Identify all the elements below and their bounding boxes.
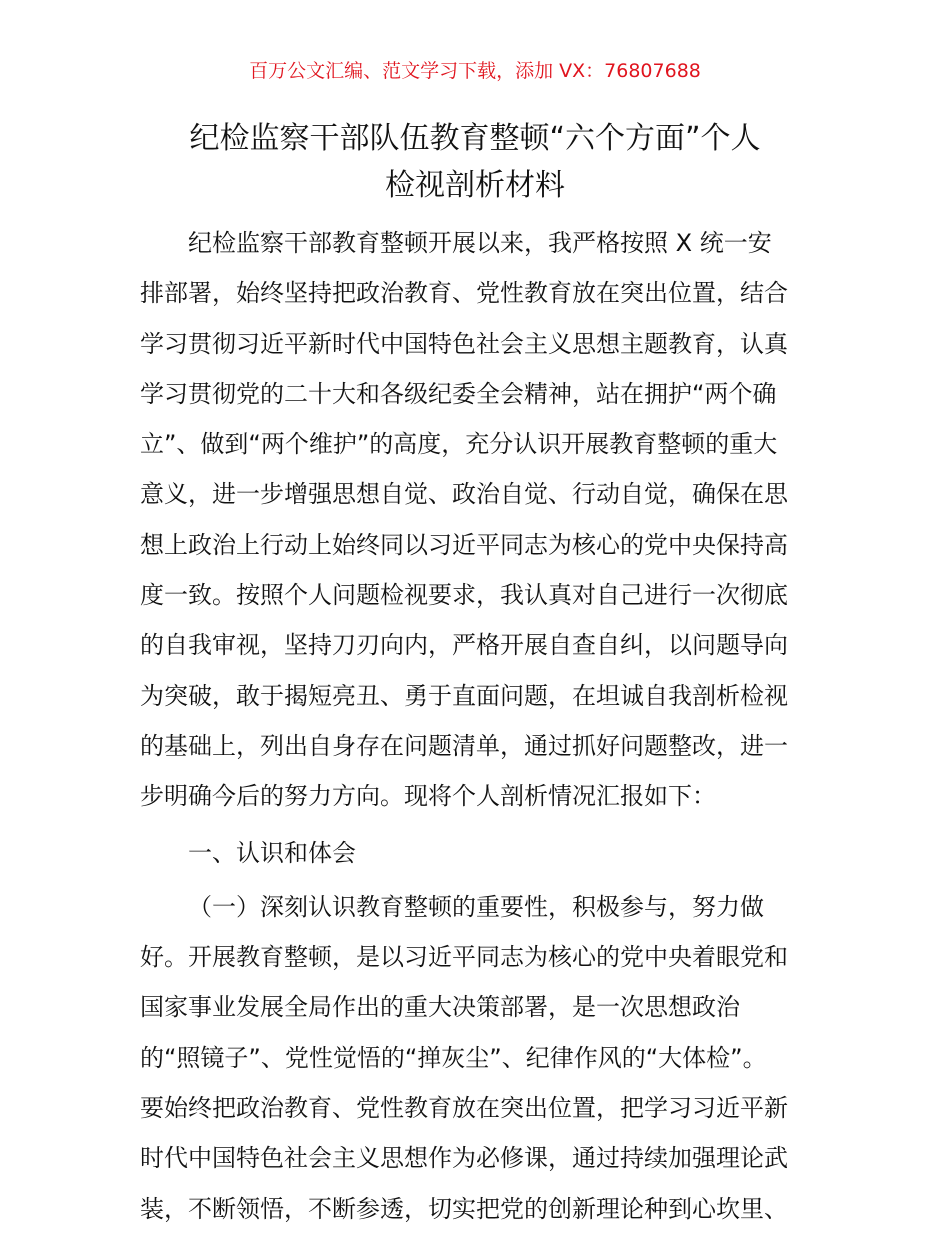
body-line: 学习贯彻习近平新时代中国特色社会主义思想主题教育，认真	[140, 329, 788, 358]
body-line: 时代中国特色社会主义思想作为必修课，通过持续加强理论武	[140, 1144, 788, 1173]
body-line: 的基础上，列出自身存在问题清单，通过抓好问题整改，进一	[140, 731, 788, 760]
body-line: 的自我审视，坚持刀刃向内，严格开展自查自纠，以问题导向	[140, 631, 788, 660]
body-line: 步明确今后的努力方向。现将个人剖析情况汇报如下：	[140, 782, 716, 811]
body-line: 立”、做到“两个维护”的高度，充分认识开展教育整顿的重大	[140, 430, 778, 459]
body-line: 排部署，始终坚持把政治教育、党性教育放在突出位置，结合	[140, 279, 788, 308]
body-line: 学习贯彻党的二十大和各级纪委全会精神，站在拥护“两个确	[140, 379, 777, 408]
body-line: 装，不断领悟，不断参透，切实把党的创新理论种到心坎里、	[140, 1194, 788, 1223]
body-line: 一、认识和体会	[188, 838, 356, 867]
document-title-line-1: 纪检监察干部队伍教育整顿“六个方面”个人	[189, 121, 761, 156]
body-line: 好。开展教育整顿，是以习近平同志为核心的党中央着眼党和	[140, 943, 788, 972]
body-line: （一）深刻认识教育整顿的重要性，积极参与，努力做	[188, 892, 764, 921]
body-line: 的“照镜子”、党性觉悟的“掸灰尘”、纪律作风的“大体检”。	[140, 1043, 767, 1072]
document-title-line-2: 检视剖析材料	[385, 168, 565, 203]
body-line: 要始终把政治教育、党性教育放在突出位置，把学习习近平新	[140, 1094, 788, 1123]
document-body	[140, 218, 820, 1234]
body-line: 想上政治上行动上始终同以习近平同志为核心的党中央保持高	[140, 530, 788, 559]
body-line: 为突破，敢于揭短亮丑、勇于直面问题，在坦诚自我剖析检视	[140, 681, 788, 710]
body-line: 纪检监察干部教育整顿开展以来，我严格按照 X 统一安	[188, 229, 772, 257]
watermark-header: 百万公文汇编、范文学习下载，添加 VX：76807688	[249, 60, 701, 82]
body-line: 度一致。按照个人问题检视要求，我认真对自己进行一次彻底	[140, 581, 788, 610]
body-line: 意义，进一步增强思想自觉、政治自觉、行动自觉，确保在思	[140, 480, 788, 509]
body-line: 国家事业发展全局作出的重大决策部署，是一次思想政治	[140, 993, 740, 1022]
